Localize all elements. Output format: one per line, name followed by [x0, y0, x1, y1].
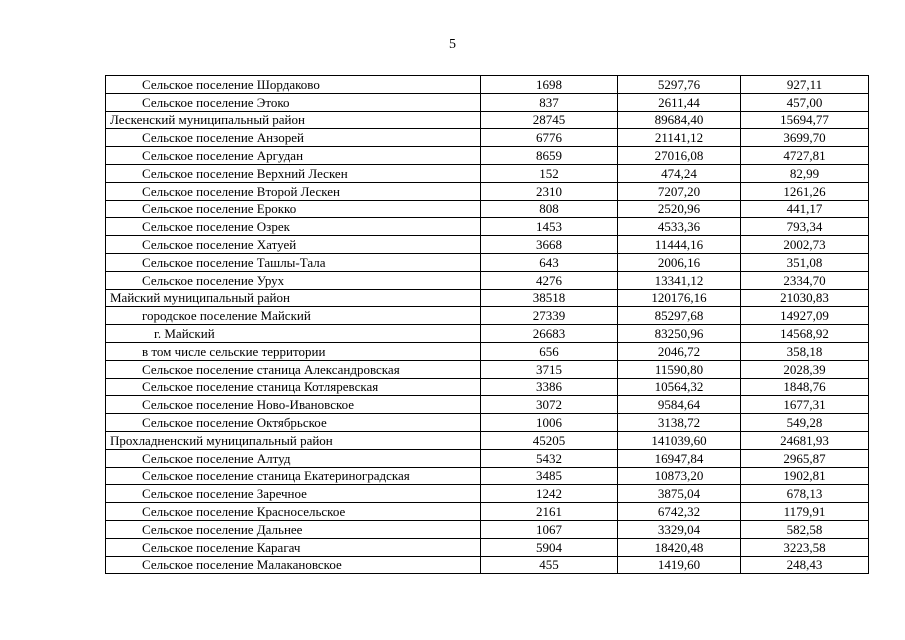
amount-cell: 13341,12 — [618, 271, 741, 289]
row-name-cell: Сельское поселение Заречное — [106, 485, 481, 503]
row-name-cell: Сельское поселение Хатуей — [106, 236, 481, 254]
row-name-cell: Сельское поселение станица Котляревская — [106, 378, 481, 396]
table-row — [106, 360, 869, 378]
amount-cell: 141039,60 — [618, 431, 741, 449]
amount-cell: 16947,84 — [618, 449, 741, 467]
population-cell: 1698 — [481, 76, 618, 94]
population-cell: 643 — [481, 253, 618, 271]
table-row — [106, 396, 869, 414]
population-cell: 5432 — [481, 449, 618, 467]
population-cell: 3386 — [481, 378, 618, 396]
population-cell: 152 — [481, 164, 618, 182]
amount-cell: 10873,20 — [618, 467, 741, 485]
population-cell: 455 — [481, 556, 618, 574]
table-row — [106, 253, 869, 271]
row-name-cell: Сельское поселение Октябрьское — [106, 414, 481, 432]
amount-cell: 21141,12 — [618, 129, 741, 147]
share-cell: 457,00 — [741, 93, 869, 111]
row-name-cell: Сельское поселение Ташлы-Тала — [106, 253, 481, 271]
amount-cell: 4533,36 — [618, 218, 741, 236]
table-body — [106, 76, 869, 574]
table-row — [106, 414, 869, 432]
row-name-cell: Лескенский муниципальный район — [106, 111, 481, 129]
table-row — [106, 76, 869, 94]
table-row — [106, 485, 869, 503]
share-cell: 3699,70 — [741, 129, 869, 147]
table-row — [106, 93, 869, 111]
table-row — [106, 538, 869, 556]
row-name-cell: Сельское поселение Второй Лескен — [106, 182, 481, 200]
table-row — [106, 503, 869, 521]
share-cell: 3223,58 — [741, 538, 869, 556]
row-name-cell: Сельское поселение Анзорей — [106, 129, 481, 147]
table-row — [106, 556, 869, 574]
amount-cell: 2046,72 — [618, 342, 741, 360]
amount-cell: 3138,72 — [618, 414, 741, 432]
row-name-cell: Сельское поселение Ерокко — [106, 200, 481, 218]
row-name-cell: Прохладненский муниципальный район — [106, 431, 481, 449]
population-cell: 26683 — [481, 325, 618, 343]
population-cell: 656 — [481, 342, 618, 360]
amount-cell: 1419,60 — [618, 556, 741, 574]
amount-cell: 2520,96 — [618, 200, 741, 218]
table-row — [106, 431, 869, 449]
population-cell: 1453 — [481, 218, 618, 236]
amount-cell: 2006,16 — [618, 253, 741, 271]
row-name-cell: Сельское поселение станица Александровская — [106, 360, 481, 378]
data-table — [105, 75, 869, 574]
share-cell: 1902,81 — [741, 467, 869, 485]
share-cell: 1261,26 — [741, 182, 869, 200]
share-cell: 549,28 — [741, 414, 869, 432]
table-row — [106, 325, 869, 343]
population-cell: 1067 — [481, 520, 618, 538]
share-cell: 351,08 — [741, 253, 869, 271]
amount-cell: 2611,44 — [618, 93, 741, 111]
share-cell: 14568,92 — [741, 325, 869, 343]
amount-cell: 6742,32 — [618, 503, 741, 521]
amount-cell: 474,24 — [618, 164, 741, 182]
row-name-cell: Сельское поселение Красносельское — [106, 503, 481, 521]
row-name-cell: Сельское поселение Аргудан — [106, 147, 481, 165]
share-cell: 1179,91 — [741, 503, 869, 521]
population-cell: 4276 — [481, 271, 618, 289]
share-cell: 15694,77 — [741, 111, 869, 129]
amount-cell: 11590,80 — [618, 360, 741, 378]
amount-cell: 9584,64 — [618, 396, 741, 414]
row-name-cell: Майский муниципальный район — [106, 289, 481, 307]
population-cell: 3668 — [481, 236, 618, 254]
amount-cell: 3329,04 — [618, 520, 741, 538]
amount-cell: 89684,40 — [618, 111, 741, 129]
population-cell: 5904 — [481, 538, 618, 556]
row-name-cell: в том числе сельские территории — [106, 342, 481, 360]
share-cell: 678,13 — [741, 485, 869, 503]
population-cell: 2310 — [481, 182, 618, 200]
share-cell: 793,34 — [741, 218, 869, 236]
share-cell: 4727,81 — [741, 147, 869, 165]
population-cell: 837 — [481, 93, 618, 111]
amount-cell: 11444,16 — [618, 236, 741, 254]
share-cell: 1677,31 — [741, 396, 869, 414]
row-name-cell: Сельское поселение Этоко — [106, 93, 481, 111]
share-cell: 2334,70 — [741, 271, 869, 289]
row-name-cell: Сельское поселение Шордаково — [106, 76, 481, 94]
table-row — [106, 289, 869, 307]
share-cell: 82,99 — [741, 164, 869, 182]
population-cell: 6776 — [481, 129, 618, 147]
row-name-cell: Сельское поселение Урух — [106, 271, 481, 289]
share-cell: 358,18 — [741, 342, 869, 360]
amount-cell: 5297,76 — [618, 76, 741, 94]
share-cell: 1848,76 — [741, 378, 869, 396]
table-row — [106, 520, 869, 538]
row-name-cell: Сельское поселение Карагач — [106, 538, 481, 556]
share-cell: 21030,83 — [741, 289, 869, 307]
share-cell: 248,43 — [741, 556, 869, 574]
row-name-cell: Сельское поселение Верхний Лескен — [106, 164, 481, 182]
population-cell: 3072 — [481, 396, 618, 414]
share-cell: 2028,39 — [741, 360, 869, 378]
table-row — [106, 342, 869, 360]
row-name-cell: Сельское поселение Алтуд — [106, 449, 481, 467]
amount-cell: 7207,20 — [618, 182, 741, 200]
table-row — [106, 200, 869, 218]
share-cell: 927,11 — [741, 76, 869, 94]
table-row — [106, 271, 869, 289]
row-name-cell: Сельское поселение Озрек — [106, 218, 481, 236]
row-name-cell: г. Майский — [106, 325, 481, 343]
table-row — [106, 378, 869, 396]
table-row — [106, 467, 869, 485]
amount-cell: 18420,48 — [618, 538, 741, 556]
row-name-cell: Сельское поселение Ново-Ивановское — [106, 396, 481, 414]
share-cell: 14927,09 — [741, 307, 869, 325]
amount-cell: 83250,96 — [618, 325, 741, 343]
table-row — [106, 449, 869, 467]
amount-cell: 85297,68 — [618, 307, 741, 325]
population-cell: 2161 — [481, 503, 618, 521]
table-row — [106, 164, 869, 182]
population-cell: 808 — [481, 200, 618, 218]
table-row — [106, 236, 869, 254]
amount-cell: 3875,04 — [618, 485, 741, 503]
population-cell: 8659 — [481, 147, 618, 165]
row-name-cell: Сельское поселение Малакановское — [106, 556, 481, 574]
population-cell: 27339 — [481, 307, 618, 325]
amount-cell: 120176,16 — [618, 289, 741, 307]
population-cell: 45205 — [481, 431, 618, 449]
row-name-cell: Сельское поселение станица Екатериноградская — [106, 467, 481, 485]
table-row — [106, 111, 869, 129]
row-name-cell: Сельское поселение Дальнее — [106, 520, 481, 538]
row-name-cell: городское поселение Майский — [106, 307, 481, 325]
share-cell: 2002,73 — [741, 236, 869, 254]
share-cell: 441,17 — [741, 200, 869, 218]
amount-cell: 10564,32 — [618, 378, 741, 396]
share-cell: 24681,93 — [741, 431, 869, 449]
table-row — [106, 147, 869, 165]
population-cell: 38518 — [481, 289, 618, 307]
table-row — [106, 129, 869, 147]
population-cell: 1242 — [481, 485, 618, 503]
population-cell: 28745 — [481, 111, 618, 129]
population-cell: 3715 — [481, 360, 618, 378]
amount-cell: 27016,08 — [618, 147, 741, 165]
page-number: 5 — [449, 37, 456, 52]
table-row — [106, 307, 869, 325]
share-cell: 2965,87 — [741, 449, 869, 467]
table-row — [106, 218, 869, 236]
table-row — [106, 182, 869, 200]
population-cell: 1006 — [481, 414, 618, 432]
population-cell: 3485 — [481, 467, 618, 485]
share-cell: 582,58 — [741, 520, 869, 538]
